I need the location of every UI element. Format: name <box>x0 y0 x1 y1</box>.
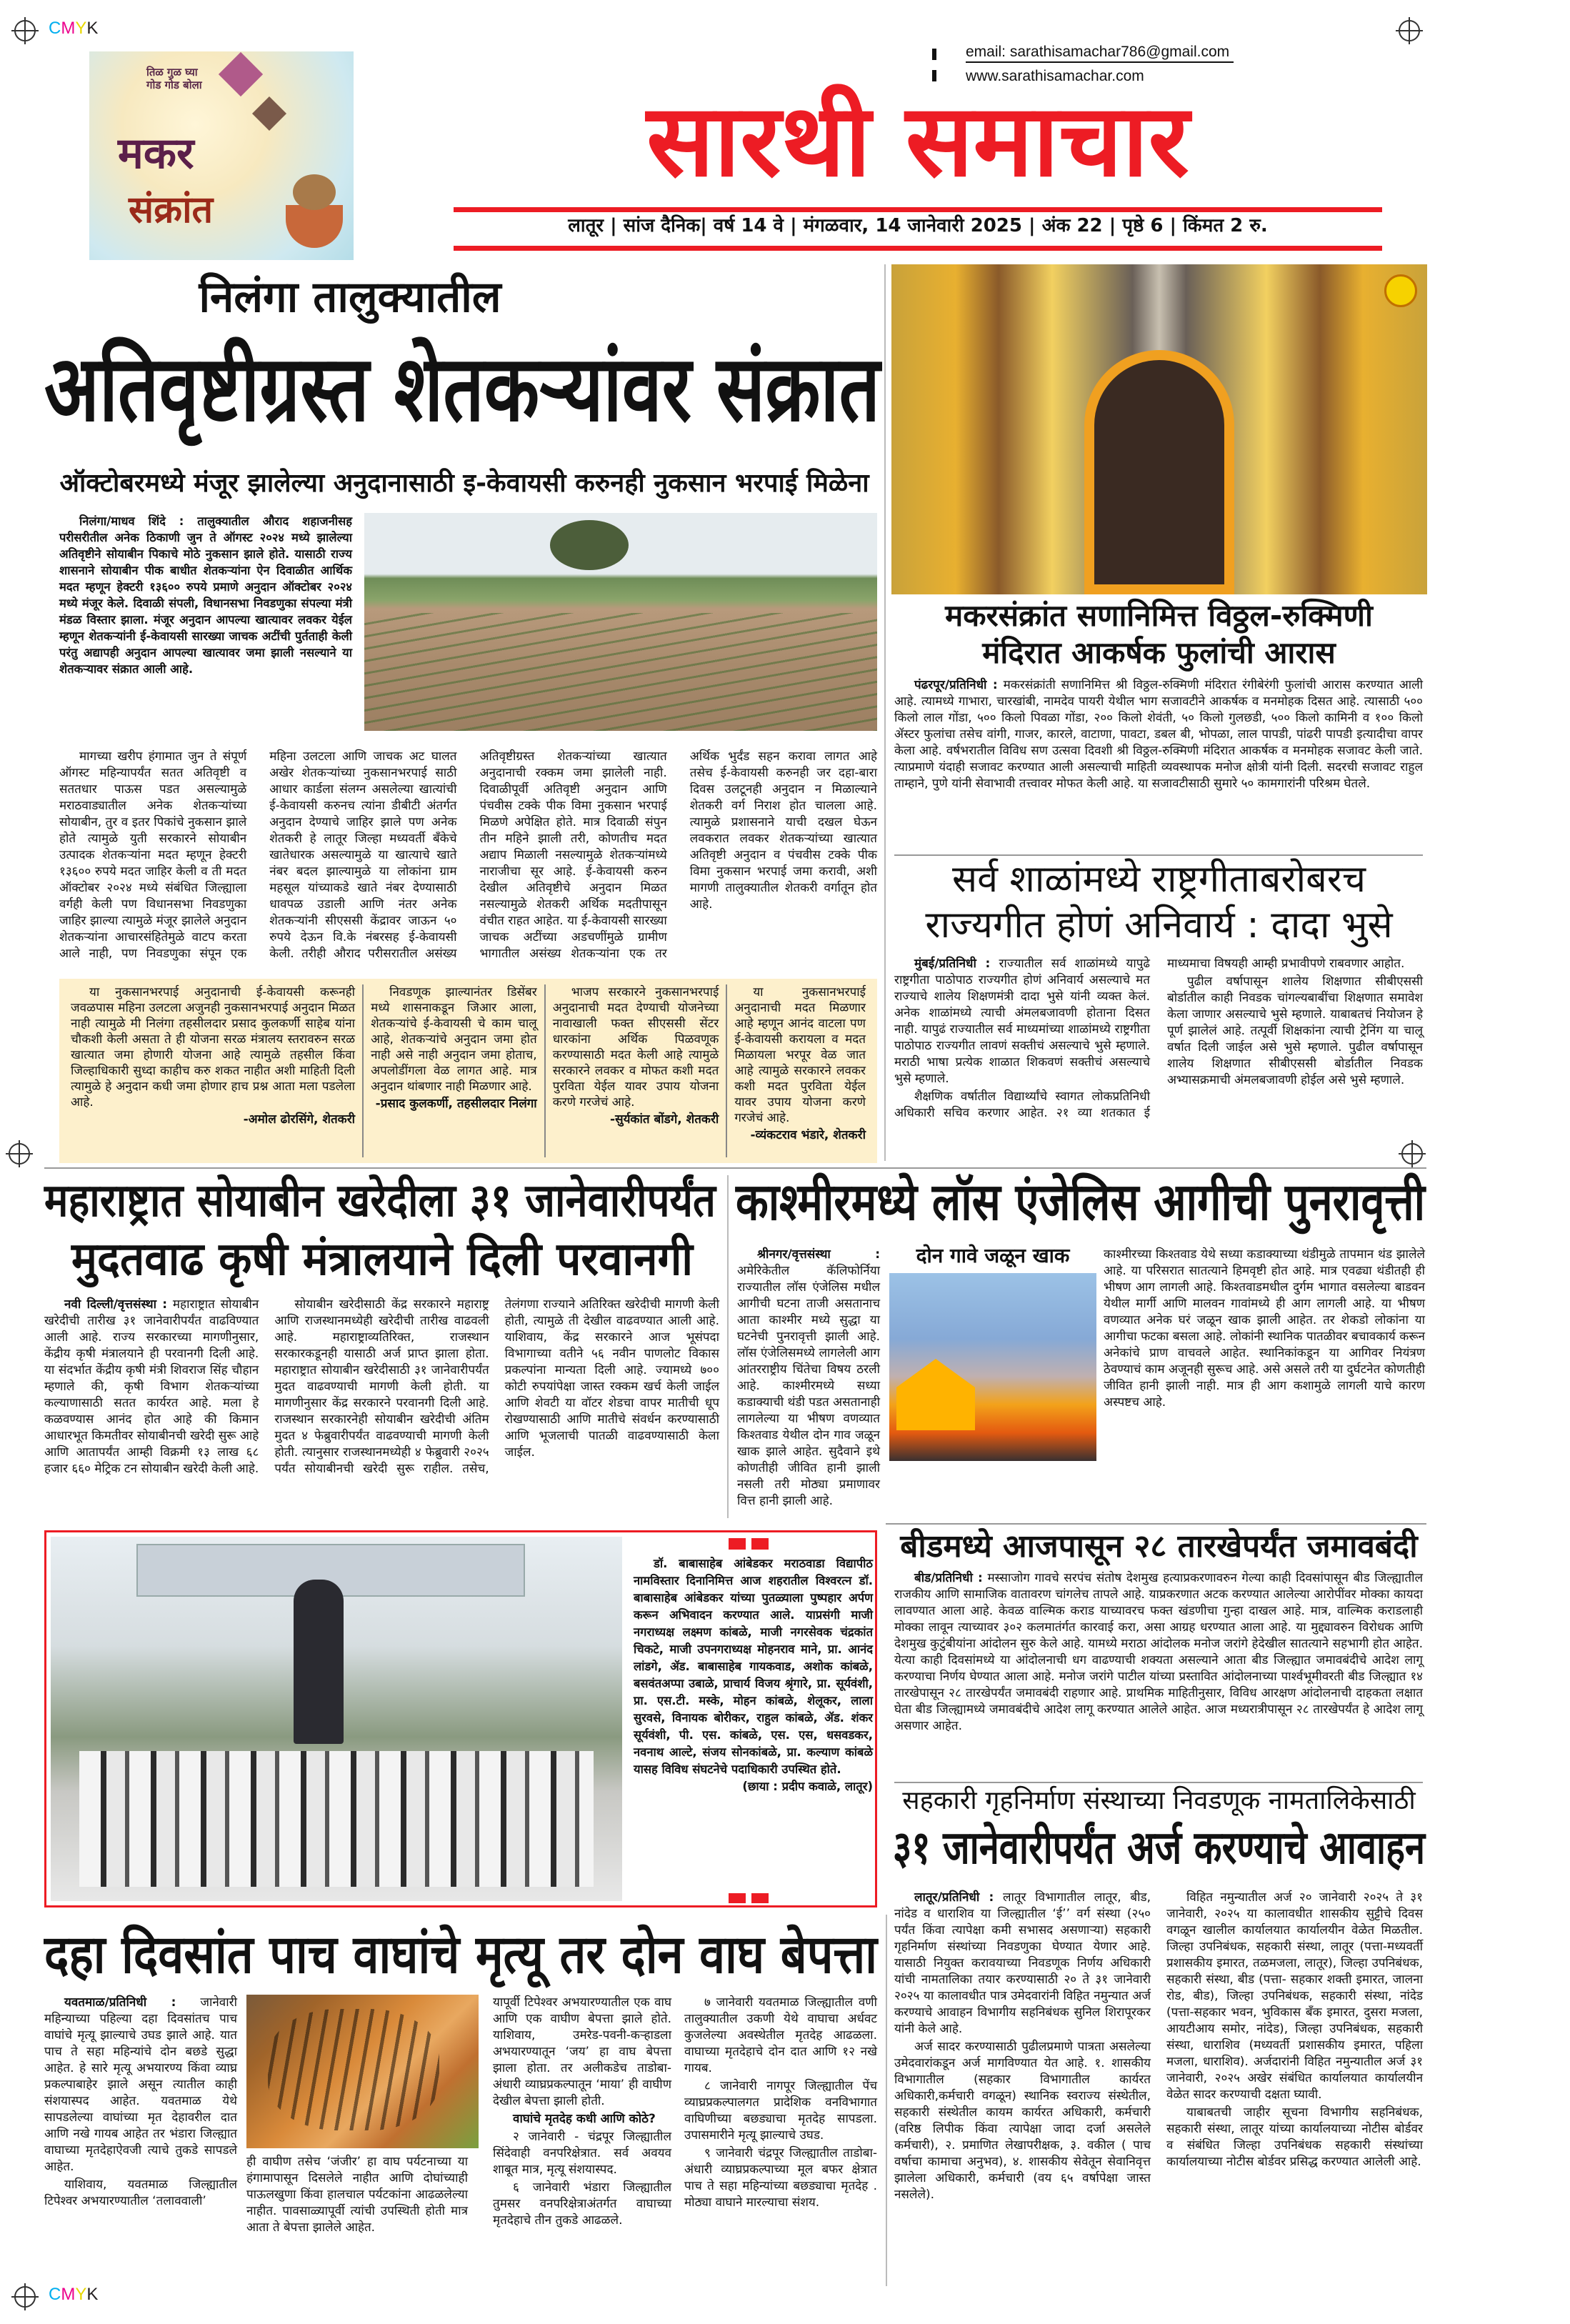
school-body <box>894 956 1423 1157</box>
quote-item: भाजप सरकारने नुकसानभरपाई अनुदानाची मदत देण्याची योजनेच्या नावाखाली फक्त सीएससी सेंटर धारकांना अर्थिक पिळवणूक करण्यासाठी मदत केली आहे त्यामुळे सरकारने लवकर व मोफत कशी मदत पुरविता येईल यावर उपाय योजना करणे गरजेचं आहे. -सुर्यकांत बोंडगे, शेतकरी <box>546 984 728 1157</box>
school-headline-line2: राज्यगीत होणं अनिवार्य : दादा भुसे <box>925 904 1393 947</box>
laddoo-bowl-icon <box>286 205 343 248</box>
registration-mark-mid-left <box>9 1143 30 1165</box>
tiger-text: यापूर्वी टिपेश्वर अभयारण्यातील एक वाघ आणि एक वाघीण बेपत्ता झाले होते. याशिवाय, उमरेड-पवनी-कऱ्हाडला अभयारण्यातून ‘जय’ हा वाघ बेपत्ता झाला होता. तर अलीकडेच ताडोबा-अंधारी व्याघ्रप्रकल्पातून ‘माया’ ही वाघीण देखील बेपत्ता झाली होती. <box>493 1995 671 2108</box>
school-headline-line1: सर्व शाळांमध्ये राष्ट्रगीताबरोबरच <box>951 858 1366 901</box>
section-divider <box>886 1523 1426 1525</box>
masthead-email[interactable]: email: sarathisamachar786@gmail.com <box>966 43 1234 63</box>
cmyk-k: K <box>86 2285 99 2304</box>
school-text: राज्यातील सर्व शाळांमध्ये यापुढे राष्ट्रगीता पाठोपाठ राज्यगीत होणं अनिवार्य असल्याचे मत राज्याचे शालेय शिक्षणमंत्री दादा भुसे यांनी व्यक्त केलं. अनेक शाळांमध्ये त्याची अंमलबजावणी होताना दिसत नाही. यापुढं राज्यातील सर्व माध्यमांच्या शाळांमध्ये राष्ट्रगीता पाठोपाठ राज्यगीत लावणं सक्तीचं असल्याचे भुसे म्हणाले. मराठी भाषा प्रत्येक शाळात शिकवणं सक्तीचं असल्याचे भुसे म्हणाले. <box>894 957 1150 1086</box>
soybean-text: महाराष्ट्रात सोयाबीन खरेदीची तारीख ३१ जानेवारीपर्यंत वाढविण्यात आली आहे. राज्य सरकारच्या मागणीनुसार, केंद्रीय कृषी मंत्रालयाने ही परवानगी दिली आहे. या संदर्भात केंद्रीय कृषी मंत्री शिवराज सिंह चौहान म्हणाले की, कृषी विभाग शेतकऱ्यांच्या कल्याणासाठी सतत कार्यरत आहे. मला हे कळवण्यास आनंद होत आहे की किमान आधारभूत किमतीवर सोयाबीनची खरेदी सुरू आहे आणि आतापर्यंत आम्ही विक्रमी १३ लाख ६८ हजार ६६० मेट्रिक टन सोयाबीन खरेदी केली आहे. <box>44 1297 259 1476</box>
coop-headline: ३१ जानेवारीपर्यंत अर्ज करण्याचे आवाहन <box>893 1822 1425 1875</box>
tiger-byline: यवतमाळ/प्रतिनिधी : <box>64 1995 176 2010</box>
coop-text: लातूर विभागातील लातूर, बीड, नांदेड व धाराशिव या जिल्ह्यातील ‘ई’’ वर्ग संस्था (२५० पर्यंत किंवा त्यापेक्षा कमी सभासद असणाऱ्या) सहकारी गृहनिर्माण संस्थांच्या निवडणुका घेण्यात येणार आहे. यासाठी नियुक्त करावयाच्या निवडणूक निर्णय अधिकारी यांची नामतालिका तयार करण्यासाठी २० ते ३१ जानेवारी २०२५ या कालावधीत पात्र उमेदवारांनी विहित नमुन्यात अर्ज करण्याचे आवाहन विभागीय सहनिबंधक सुनिल शिरापूरकर यांनी केले आहे. <box>894 1890 1151 2036</box>
temple-text: मकरसंक्रांती सणानिमित्त श्री विठ्ठल-रुक्मिणी मंदिरात रंगीबेरंगी फुलांची आरास करण्यात आली आहे. त्यामध्ये गाभारा, चारखांबी, नामदेव पायरी येथील भाग सजावटीने आकर्षक व मनमोहक दिसत आहे. त्यासाठी ५०० किलो लाल गोंडा, ५०० किलो पिवळा गोंडा, २०० किलो शेवंती, ५० किलो गुलछडी, ५०० किलो कामिनी व १०० किलो ॲस्टर फुलांचा तसेच वांगी, गाजर, कारले, वाटाणा, पावटा, डबल बी, भोपळा, लाल पापडी, पांढरी पापडी इत्यादीचा वापर केला आहे. वर्षभरातील विविध सण उत्सवा दिवशी श्री विठ्ठल-रुक्मिणी मंदिरात आकर्षक व मनमोहक सजावट केली जाते. त्याप्रमाणे यंदाही सजावट करण्यात आली असल्याची माहिती व्यवस्थापक मनोज क्षोत्री यांनी दिली. सदरची सजावट राहुल ताम्हाने, पुणे यांनी सेवाभावी तत्त्वावर मोफत केली आहे. या सजावटीसाठी सुमारे ५० कामगारांनी परिश्रम घेतले. <box>894 678 1423 791</box>
photo-caption <box>634 1555 873 1887</box>
cmyk-c: C <box>49 2285 61 2304</box>
photo-credit: (छाया : प्रदीप कवाळे, लातूर) <box>742 1780 873 1793</box>
cmyk-y: Y <box>75 2285 87 2304</box>
temple-arch <box>1084 350 1234 594</box>
coop-text: अर्ज सादर करण्यासाठी पुढीलप्रमाणे पात्रता असलेल्या उमेदवारांकडून अर्ज मागविण्यात येत आहे. १. शासकीय विभागातील (सहकार विभागातील कार्यरत अधिकारी,कर्मचारी वगळून) स्थानिक स्वराज्य संस्थेतील, सहकारी संस्थेतील कायम कार्यरत अधिकारी, कर्मचारी (वरिष्ठ लिपीक किंवा त्यापेक्षा जादा दर्जा असलेले कर्मचारी), २. प्रमाणित लेखापरीक्षक, ३. वकील ( पाच वर्षाचा कामाचा अनुभव), ४. शासकीय सेवेतून सेवानिवृत्त झालेला अधिकारी, कर्मचारी (वय ६५ वर्षापेक्षा जास्त नसलेले). <box>894 2040 1151 2202</box>
caption-accent <box>729 1893 746 1903</box>
coop-kicker: सहकारी गृहनिर्माण संस्थाच्या निवडणूक नामतालिकेसाठी <box>902 1786 1416 1815</box>
ad-title-line2: संक्रांत <box>129 189 214 231</box>
temple-flower-decoration-photo <box>891 264 1427 594</box>
quote-item: निवडणूक झाल्यानंतर डिसेंबर मध्ये शासनाकडून जिआर आला, शेतकऱ्यांचे ई-केवायसी चे काम चालू आहे, शेतकऱ्यांचे अनुदान जमा होत नाही असे नाही अनुदान जमा होताच, अपलोडींगला वेळ लागत आहे. मात्र अनुदान थांबणार नाही मिळणार आहे. -प्रसाद कुलकर्णी, तहसीलदार निलंगा <box>364 984 546 1157</box>
soybean-body <box>44 1297 719 1515</box>
crowd <box>79 1751 594 1887</box>
section-divider <box>894 1782 1423 1783</box>
statue <box>294 1580 344 1744</box>
registration-mark-top-left <box>14 20 36 41</box>
cmyk-y: Y <box>75 19 87 38</box>
photo-caption-text: डॉ. बाबासाहेब आंबेडकर मराठवाडा विद्यापीठ नामविस्तार दिनानिमित्त आज शहरातील विश्वरत्न डॉ. बाबासाहेब आंबेडकर यांच्या पुतळ्याला पुष्पहार अर्पण करून अभिवादन करण्यात आले. याप्रसंगी माजी नगराध्यक्ष लक्ष्मण कांबळे, माजी नगरसेवक चंद्रकांत चिकटे, माजी उपनगराध्यक्ष मोहनराव माने, प्रा. आनंद लांडगे, ॲड. बाबासाहेब गायकवाड, अशोक कांबळे, बसवंतअप्पा उबाळे, प्राचार्य विजय श्रृंगारे, प्रा. सूर्यवंशी, प्रा. एस.टी. मस्के, मोहन कांबळे, शेलूकर, लाला सुरवसे, विनायक बोरीकर, राहुल कांबळे, ॲड. शंकर सूर्यवंशी, पी. एस. कांबळे, एस. एस, धसवडकर, नवनाथ आल्टे, संजय सोनकांबळे, प्रा. कल्याण कांबळे यासह विविध संघटनेचे पदाधिकारी उपस्थित होते. <box>634 1557 873 1776</box>
tiger-stripes <box>268 2009 439 2130</box>
column-divider <box>884 264 886 1161</box>
quote-attribution: -प्रसाद कुलकर्णी, तहसीलदार निलंगा <box>375 1097 537 1111</box>
tiger-subhead: वाघांचे मृतदेह कधी आणि कोठे? <box>513 2112 656 2126</box>
lead-intro: निलंगा/माधव शिंदे : तालुक्यातील औराद शहाजनीसह परीसरीतील अनेक ठिकाणी जुन ते ऑगस्ट २०२४ मध्ये झालेल्या अतिवृष्टीने सोयाबीन पिकाचे मोठे नुकसान झाले होते. यासाठी राज्य शासनाने सोयाबीन पीक बाधीत शेतकऱ्यांना ऐन दिवाळीत आर्थिक मदत म्हणून हेक्टरी १३६०० रुपये प्रमाणे अनुदान ऑक्टोबर २०२४ मध्ये मंजूर केले. दिवाळी संपली, विधानसभा निवडणुका संपल्या मंत्री मंडळ विस्तार झाला. मंजूर अनुदान आपल्या खात्यावर लवकर येईल म्हणून शेतकऱ्यांनी ई-केवायसी सारख्या जाचक अटींची पुर्तताही केली परंतु अद्यापही अनुदान आपल्या खात्यावर जमा झाली नसल्याने या शेतकऱ्यावर संक्रात आली आहे. <box>59 514 352 676</box>
kite-icon <box>252 96 286 131</box>
temple-headline-line2: मंदिरात आकर्षक फुलांची आरास <box>982 635 1336 670</box>
coop-body <box>894 1890 1423 2281</box>
quote-attribution: -व्यंकटराव भंडारे, शेतकरी <box>750 1128 866 1142</box>
column-divider <box>727 1175 729 1518</box>
kashmir-photo-title: दोन गावे जळून खाक <box>916 1244 1070 1267</box>
temple-headline-line1: मकरसंक्रांत सणानिमित्त विठ्ठल-रुक्मिणी <box>945 598 1373 633</box>
coop-text: याबाबतची जाहीर सूचना विभागीय सहनिबंधक, सहकारी संस्था, लातूर यांच्या कार्यालयाच्या नोटीस बोर्डवर व संबंधित जिल्हा उपनिबंधक सहकारी संस्थांच्या कार्यालयाच्या नोटीस बोर्डवर प्रसिद्ध करण्यात आलेली आहे. <box>1166 2105 1423 2169</box>
column-divider <box>886 1915 887 2286</box>
ambedkar-tribute-photo-box <box>44 1530 877 1907</box>
cmyk-c: C <box>49 19 61 38</box>
lead-headline: अतिवृष्टीग्रस्त शेतकऱ्यांवर संक्रात <box>44 336 880 442</box>
caption-accent <box>751 1893 769 1903</box>
lead-subhead: ऑक्टोबरमध्ये मंजूर झालेल्या अनुदानासाठी इ-केवायसी करुनही नुकसान भरपाई मिळेना <box>59 469 869 498</box>
tiger-text: ७ जानेवारी यवतमाळ जिल्ह्यातील वणी तालुक्यातील उकणी येथे वाघाचा अर्धवट कुजलेल्या अवस्थेतील मृतदेह आढळला. वाघाच्या मृतदेहाचे दोन दात आणि १२ नखे गायब. <box>684 1995 877 2075</box>
temple-emblem-icon <box>1384 274 1417 307</box>
beed-headline: बीडमध्ये आजपासून २८ तारखेपर्यंत जमावबंदी <box>900 1528 1418 1565</box>
tiger-text: ही वाघीण तसेच ‘जंजीर’ हा वाघ पर्यटनाच्या या हंगामापासून दिसलेले नाहीत आणि दोघांच्याही पाऊलखुणा किंवा हालचाल पर्यटकांना आढळलेल्या नाहीत. पावसाळ्यापूर्वी त्यांची उपस्थिती होती मात्र आता ते बेपत्ता झालेले आहेत. <box>246 2155 468 2235</box>
masthead-bullet-icon <box>932 70 936 81</box>
cmyk-k: K <box>86 19 99 38</box>
masthead-website[interactable]: www.sarathisamachar.com <box>966 68 1144 84</box>
temple-byline: पंढरपूर/प्रतिनिधी : <box>914 678 998 692</box>
kite-icon <box>219 52 263 96</box>
tiger-body-col2 <box>246 2154 468 2283</box>
beed-body <box>894 1570 1423 1777</box>
lead-kicker: निलंगा तालुक्यातील <box>199 272 501 322</box>
kashmir-text: अमेरिकेतील कॅलिफोर्निया राज्यातील लॉस एंजेलिस मधील आगीची घटना ताजी असतानाच आता काश्मीर मध्ये सुद्धा या घटनेची पुनरावृत्ती झाली आहे. लॉस एंजेलिसमध्ये लागलेली आग आंतरराष्ट्रीय चिंतेचा विषय ठरली आहे. काश्मीरमध्ये सध्या कडाक्याची थंडी पडत असतानाही लागलेल्या या भीषण वणव्यात किश्तवाड येथील दोन गाव जळून खाक झाले आहेत. सुदैवाने इथे कोणतीही जीवित हानी झाली नसली तरी मोठ्या प्रमाणावर वित्त हानी झाली आहे. <box>737 1264 880 1508</box>
tiger-body-col1 <box>44 1995 237 2280</box>
tiger-text: याशिवाय, यवतमाळ जिल्ह्यातील टिपेश्वर अभयारण्यातील ‘तलाववाली’ <box>44 2178 237 2208</box>
school-text: शैक्षणिक वर्षातील विद्यार्थ्यांचे स्वागत लोकप्रतिनिधी अधिकारी सचिव करणार आहेत. २१ व्या शतकात ई माध्यमाचा विषयही आम्ही प्रभावीपणे राबवणार आहोत. <box>894 957 1405 1120</box>
tiger-text: ६ जानेवारी भंडारा जिल्ह्यातील तुमसर वनपरिक्षेत्राअंतर्गत वाघाच्या मृतदेहाचे तीन तुकडे आढळले. <box>493 2180 671 2228</box>
quote-attribution: -अमोल ढोरसिंगे, शेतकरी <box>243 1112 356 1127</box>
flooded-field-photo <box>364 513 877 731</box>
cmyk-m: M <box>61 19 76 38</box>
tiger-body-col3 <box>493 1995 671 2280</box>
burning-house <box>896 1359 975 1430</box>
lead-body: मागच्या खरीप हंगामात जुन ते संपूर्ण ऑगस्ट महिन्यापर्यंत सतत अतिवृष्टी व सततधार पाऊस पडत असल्यामुळे मराठवाड्यातील अनेक शेतकऱ्यांच्या सोयाबीन, तुर व इतर पिकांचे नुकसान झाले होते त्यामुळे युती सरकारने सोयाबीन उत्पादक शेतकऱ्यांना मदत म्हणून हेक्टरी १३६०० रुपये मदत जाहिर केली व ती मदत ऑक्टोबर २०२४ मध्ये संबंधित जिल्ह्याला वर्गही केली पण विधानसभा निवडणुका जाहिर झाल्या त्यामुळे मंजूर झालेले अनुदान शेतकऱ्यांना आचारसंहितेमुळे वाटप करता आले नाही, पण निवडणुका संपून एक महिना उलटला आणि जाचक अट घालत अखेर शेतकऱ्यांच्या नुकसानभरपाई साठी आधार कार्डला संलग्न असलेल्या खात्यांची ई-केवायसी करुनच त्यांना डीबीटी अंतर्गत अनुदान देण्याचे जाहिर झाले पण अनेक शेतकरी हे लातूर जिल्हा मध्यवर्ती बँकेचे खातेधारक असल्यामुळे या खात्याचे खाते नंबर बदल झाल्यामुळे या लोकांना ग्राम महसूल यांच्याकडे खाते नंबर देण्यासाठी धावपळ उडाली आणि नंतर अनेक शेतकऱ्यांनी सीएससी केंद्रावर जाऊन ५० रुपये देऊन वि.के नंबरसह ई-केवायसी केली. तरीही औराद परीसरातील असंख्य अतिवृष्टीग्रस्त शेतकऱ्यांच्या खात्यात अनुदानाची रक्कम जमा झालेली नाही. दिवाळीपूर्वी अतिवृष्टी अनुदान आणि पंचवीस टक्के पीक विमा नुकसान भरपाई मिळणे अपेक्षित होते. मात्र दिवाळी संपुन तीन महिने झाली तरी, कोणतीच मदत अद्याप मिळाली नसल्यामुळे शेतकऱ्यांमध्ये नाराजीचा सूर आहे. ई-केवायसी करुन देखील अतिवृष्टीचे अनुदान मिळत नसल्यामुळे शेतकरी अर्थिक मदतीपासून वंचीत राहत आहेत. या ई-केवायसी सारख्या जाचक अटींच्या अडचणींमुळे ग्रामीण भागातील असंख्य शेतकऱ्यांना एक तर अर्थिक भुर्दंड सहन करावा लागत आहे तसेच ई-केवायसी करुनही जर दहा-बारा दिवस उलटूनही अनुदान न मिळाल्याने शेतकरी वर्ग निराश होत चालला आहे. त्यामुळे प्रशासनाने याची दखल घेऊन लवकरात लवकर शेतकऱ्यांच्या खात्यात अतिवृष्टी अनुदान व पंचवीस टक्के पीक विमा नुकसान भरपाई जमा करावी, अशी मागणी तालुक्यातील शेतकरी वर्गातून होत आहे. <box>59 749 877 961</box>
cmyk-color-bar-top <box>49 19 98 39</box>
quote-item: या नुकसानभरपाई अनुदानाची मदत मिळणार आहे म्हणून आनंद वाटला पण ई-केवायसी करायला व मदत मिळायला भरपूर वेळ जात आहे त्यामुळे सरकारने लवकर कशी मदत पुरविता येईल यावर उपाय योजना करणे गरजेचं आहे. -व्यंकटराव भंडारे, शेतकरी <box>734 985 866 1142</box>
kashmir-text: काश्मीरच्या किश्तवाड येथे सध्या कडाक्याच्या थंडीमुळे तापमान थंड झालेले आहे. या परिसरात सातत्याने हिमवृष्टी होत आहे. मात्र एवढ्या थंडीतही ही भीषण आग लागली आहे. किश्तवाडमधील दुर्गम भागात वसलेल्या बाडवन येथील मार्गी आणि मालवन गावांमध्ये ही आग लागली आहे. या भीषण वणव्यात अनेक घरं जळून खाक झाली आहेत. तर शेकडो लोकांना या आगीचा फटका बसला आहे. लोकांनी स्थानिक पातळीवर बचावकार्य करून अनेकांचे प्राण वाचवले आहेत. स्थानिकांकडून या आगिवर नियंत्रण ठेवण्याचं काम अजूनही सुरूच आहे. असे असले तरी या दुर्घटनेत कोणतीही जीवित हानी झाली नाही. मात्र ही आग कशामुळे लागली याचे कारण अस्पष्टच आहे. <box>1104 1247 1425 1410</box>
laddoo-icon <box>293 174 336 210</box>
cmyk-m: M <box>61 2285 76 2304</box>
masthead-rule-bottom <box>454 246 1382 251</box>
masthead-dateline: लातूर | सांज दैनिक| वर्ष 14 वे | मंगळवार, 14 जानेवारी 2025 | अंक 22 | पृष्ठे 6 | किंमत 2 रु. <box>568 215 1268 236</box>
kashmir-byline: श्रीनगर/वृत्तसंस्था : <box>757 1247 880 1262</box>
section-divider <box>44 1167 1426 1169</box>
tiger-text: ९ जानेवारी चंद्रपूर जिल्ह्यातील ताडोबा-अंधारी व्याघ्रप्रकल्पाच्या मूल बफर क्षेत्रात पाच ते सहा महिन्यांच्या बछड्याचा मृतदेह . मोठ्या वाघाने मारल्याचा संशय. <box>684 2146 877 2210</box>
soybean-headline-line1: महाराष्ट्रात सोयाबीन खरेदीला ३१ जानेवारीपर्यंत <box>44 1175 716 1227</box>
tiger-text: जानेवारी महिन्याच्या पहिल्या दहा दिवसांतच पाच वाघांचे मृत्यू झाल्याचे उघड झाले आहे. यात पाच ते सहा महिन्यांचे दोन बछडे सुद्धा आहेत. हे सारे मृत्यू अभयारण्य किंवा व्याघ्र प्रकल्पाबाहेर झाले असून त्यातील काही संशयास्पद आहेत. यवतमाळ येथे सापडलेल्या वाघांच्या मृत देहावरील दात आणि नखे गायब आहेत तर भंडारा जिल्ह्यात वाघाच्या मृतदेहाऐवजी त्याचे तुकडे सापडले आहेत. <box>44 1995 237 2174</box>
school-byline: मुंबई/प्रतिनिधी : <box>914 957 991 971</box>
kashmir-headline: काश्मीरमध्ये लॉस एंजेलिस आगीची पुनरावृत्ती <box>736 1172 1425 1232</box>
tiger-text: २ जानेवारी - चंद्रपूर जिल्ह्यातील सिंदेवाही वनपरिक्षेत्रात. सर्व अवयव शाबूत मात्र, मृत्यू संशयास्पद. <box>493 2130 671 2177</box>
quote-item: या नुकसानभरपाई अनुदानाची ई-केवायसी करूनही जवळपास महिना उलटला अजुनही नुकसानभरपाई अनुदान मिळत नाही त्यामुळे मी निलंगा तहसीलदार प्रसाद कुलकर्णी साहेब यांना चौकशी केली असता ते ही योजना सरळ मंत्रालय स्तरावरुन सरळ खात्यात जमा होणारी योजना आहे त्यामुळे तहसील किंवा जिल्हाधिकारी सुध्दा काहीच करु शकत नाहीत अशी माहिती दिली त्यामुळे हे अनुदान कधी जमा होणार हाच प्रश्न आता मला पडलेला आहे. -अमोल ढोरसिंगे, शेतकरी <box>64 984 364 1157</box>
masthead-bullet-icon <box>932 49 936 60</box>
coop-text: विहित नमुन्यातील अर्ज २० जानेवारी २०२५ ते ३१ जानेवारी, २०२५ या कालावधीत शासकीय सुट्टीचे दिवस वगळून खालील कार्यालयात कार्यालयीन वेळेत मिळतील. जिल्हा उपनिबंधक, सहकारी संस्था, लातूर (पत्ता-मध्यवर्ती प्रशासकीय इमारत, तळमजला, लातूर), जिल्हा उपनिबंधक, सहकारी संस्था, बीड (पत्ता- सहकार शक्ती इमारत, जालना रोड, बीड), जिल्हा उपनिबंधक, सहकारी संस्था, नांदेड (पत्ता-सहकार भवन, भुविकास बँक इमारत, दुसरा मजला, आयटीआय समोर, नांदेड), जिल्हा उपनिबंधक, सहकारी संस्था, धाराशिव (मध्यवर्ती प्रशासकीय इमारत, पहिला मजला, धाराशिव). अर्जदारांनी विहित नमुन्यातील अर्ज ३१ जानेवारी, २०२५ अखेर संबंधित कार्यालयात कार्यालयीन वेळेत सादर करण्याची दक्षता घ्यावी. <box>1166 1890 1423 2102</box>
temple-body <box>894 677 1423 849</box>
farmer-quotes-box <box>59 979 877 1163</box>
tree-icon <box>550 520 629 570</box>
caption-accent <box>729 1538 746 1550</box>
village-fire-photo <box>889 1273 1096 1461</box>
section-divider <box>894 854 1423 856</box>
soybean-text: सोयाबीन खरेदीसाठी केंद्र सरकारने महाराष्ट्र आणि राजस्थानमध्येही खरेदीची तारीख वाढवली आहे. महाराष्ट्राव्यतिरिक्त, राजस्थान सरकारकडूनही यासाठी अर्ज प्राप्त झाला होता. महाराष्ट्रात सोयाबीन खरेदीसाठी ३१ जानेवारीपर्यंत मुदत वाढवण्याची मागणी केली होती. या मागणीनुसार केंद्र सरकारने परवानगी दिली आहे. राजस्थान सरकारनेही सोयाबीन खरेदीची अंतिम मुदत ४ फेब्रुवारीपर्यंत वाढवण्याची मागणी केली होती. त्यानुसार राजस्थानमध्येही ४ फेब्रुवारी २०२५ पर्यंत सोयाबीनची खरेदी सुरू राहील. तसेच, तेलंगणा राज्याने अतिरिक्त खरेदीची मागणी केली होती, त्यामुळे ती देखील वाढवण्यात आली आहे. याशिवाय, केंद्र सरकारने आज भूसंपदा विभागाच्या वतीने ५६ नवीन पाणलोट विकास प्रकल्पांना मान्यता दिली आहे. ज्यामध्ये ७०० कोटी रुपयांपेक्षा जास्त रक्कम खर्च केली जाईल आणि शेवटी या वॉटर शेडचा वापर मातीची धूप रोखण्यासाठी आणि मातीचे संवर्धन करण्यासाठी आणि भूजलाची पातळी वाढवण्यासाठी केला जाईल. <box>274 1297 719 1476</box>
beed-text: मस्साजोग गावचे सरपंच संतोष देशमुख हत्याप्रकरणावरुन गेल्या काही दिवसांपासून बीड जिल्ह्यातील राजकीय आणि सामाजिक वातावरण चांगलेच तापले आहे. याप्रकरणात अटक करण्यात आलेल्या आरोपींवर मोक्का कायदा लावण्यात आला आहे. केवळ वाल्मिक कराड याच्यावरच फक्त खंडणीचा गुन्हा दाखल आहे. मात्र, वाल्मिक कराडलाही मोक्का लावून त्याच्यावर ३०२ कलमातंर्गत कारवाई करा, असा आग्रह धरण्यात आला आहे. या मुद्द्यावरुन विरोधक आणि देशमुख कुटुंबीयांना आंदोलन सुरु केले आहे. यामध्ये मराठा आंदोलक मनोज जरांगे हेदेखील सातत्याने सहभागी होत आहेत. येत्या काही दिवसांमध्ये या आंदोलनाची धग वाढण्याची शक्यता असल्याने आता बीड जिल्ह्यात जमावबंदीचे आदेश लागू करण्याचा निर्णय घेण्यात आला आहे. मनोज जरांगे पाटील यांच्या प्रस्तावित आंदोलनाच्या पार्श्वभूमीवरती बीड जिल्ह्यात १४ तारखेपासून २८ तारखेपर्यंत जमावबंदी राहणार आहे. प्राथमिक माहितीनुसार, विविध आरक्षण आंदोलनाची दाहकता लक्षात घेता बीड जिल्ह्यामध्ये जमावबंदीचे आदेश लागू करण्यात आलेले आहेत. आज मध्यरात्रीपासून २८ तारखेपर्यंत हे आदेश लागू असणार आहेत. <box>894 1571 1424 1733</box>
registration-mark-top-right <box>1399 20 1420 41</box>
crop-rows <box>364 613 877 731</box>
cmyk-color-bar-bottom <box>49 2285 98 2305</box>
masthead-title: सारथी समाचार <box>646 83 1189 199</box>
coop-byline: लातूर/प्रतिनिधी : <box>914 1890 994 1905</box>
ad-title-line1: मकर <box>118 129 194 179</box>
quote-attribution: -सुर्यकांत बोंडगे, शेतकरी <box>610 1112 719 1127</box>
beed-byline: बीड/प्रतिनिधी : <box>914 1571 983 1585</box>
caption-accent <box>751 1538 769 1550</box>
registration-mark-bottom-left <box>14 2286 36 2308</box>
school-text: पुढील वर्षापासून शालेय शिक्षणात सीबीएससी बोर्डातील काही निवडक चांगल्यबाबींचा शिक्षणात समावेश केला जाणार असल्याचे भुसे म्हणाले. याबाबतचं नियोजन हे पूर्ण झालेलं आहे. तत्पूर्वी शिक्षकांना त्याची ट्रेनिंग या चालू वर्षात दिली जाईल असे भुसे म्हणाले. पुढील वर्षापासून शालेय शिक्षणात सीबीएससी बोर्डातील निवडक अभ्यासक्रमाची अंमलबजावणी होईल असे भुसे म्हणाले. <box>1167 974 1423 1087</box>
kashmir-body-right <box>1104 1247 1425 1482</box>
makar-sankranti-ad <box>89 51 354 260</box>
tiger-headline: दहा दिवसांत पाच वाघांचे मृत्यू तर दोन वाघ बेपत्ता <box>44 1924 877 1985</box>
kashmir-body-left <box>737 1247 880 1508</box>
soybean-headline-line2: मुदतवाढ कृषी मंत्रालयाने दिली परवानगी <box>71 1233 693 1286</box>
soybean-byline: नवी दिल्ली/वृत्तसंस्था : <box>64 1297 168 1312</box>
tiger-body-col4 <box>684 1995 877 2280</box>
ambedkar-statue-group-photo <box>51 1537 622 1901</box>
masthead-rule-top <box>454 207 1382 212</box>
tiger-text: ८ जानेवारी नागपूर जिल्ह्यातील पेंच व्याघ्रप्रकल्पालगत प्रादेशिक वनविभागात वाघिणीच्या बछड्याचा मृतदेह सापडला. उपासमारीने मृत्यू झाल्याचे उघड. <box>684 2079 877 2143</box>
ad-greeting: तिळ गुळ घ्या गोड गोड बोला <box>146 66 202 91</box>
tigers-photo <box>246 1995 479 2148</box>
